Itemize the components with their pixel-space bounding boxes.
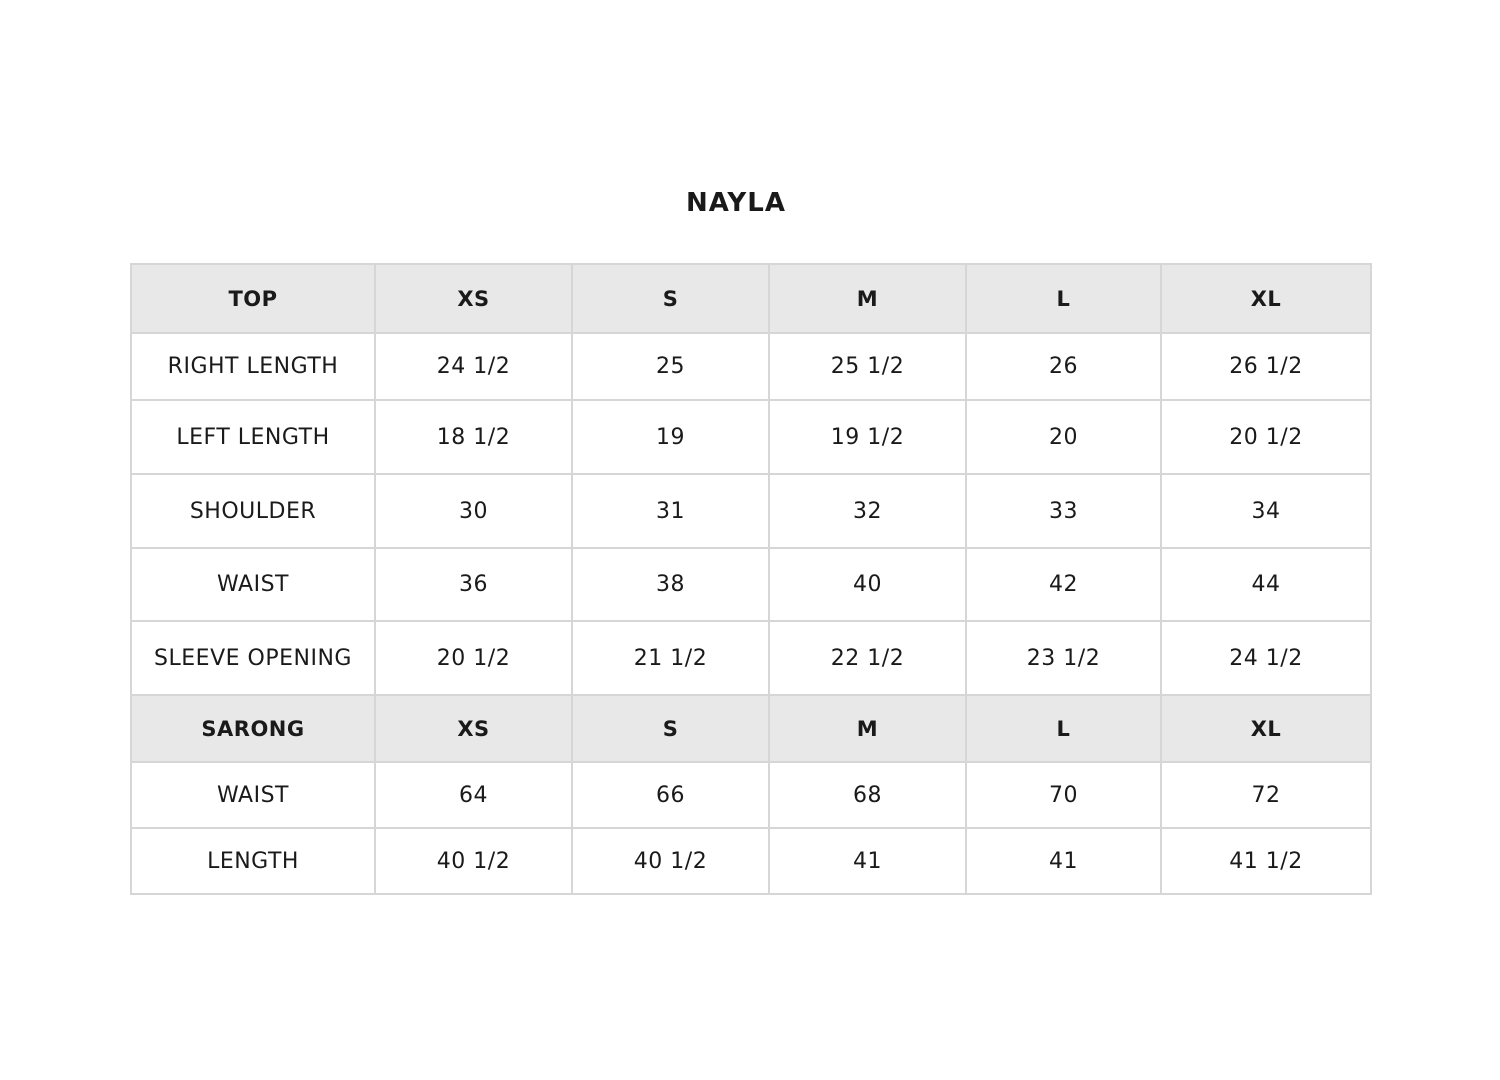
row-label: SLEEVE OPENING bbox=[131, 621, 375, 695]
table-cell: 38 bbox=[572, 548, 769, 621]
header-cell-section: SARONG bbox=[131, 695, 375, 762]
table-cell: 25 1/2 bbox=[769, 333, 966, 400]
table-cell: 25 bbox=[572, 333, 769, 400]
table-cell: 31 bbox=[572, 474, 769, 548]
header-cell-section: TOP bbox=[131, 264, 375, 333]
table-cell: 42 bbox=[966, 548, 1161, 621]
size-chart-table bbox=[130, 263, 1372, 895]
table-cell: 66 bbox=[572, 762, 769, 828]
table-cell: 20 1/2 bbox=[375, 621, 572, 695]
row-label: RIGHT LENGTH bbox=[131, 333, 375, 400]
header-cell-size: S bbox=[572, 264, 769, 333]
row-label: WAIST bbox=[131, 762, 375, 828]
table-cell: 36 bbox=[375, 548, 572, 621]
table-cell: 26 1/2 bbox=[1161, 333, 1371, 400]
table-cell: 32 bbox=[769, 474, 966, 548]
row-label: SHOULDER bbox=[131, 474, 375, 548]
header-cell-size: M bbox=[769, 264, 966, 333]
table-cell: 26 bbox=[966, 333, 1161, 400]
header-cell-size: XL bbox=[1161, 695, 1371, 762]
table-row bbox=[131, 621, 1371, 695]
table-cell: 19 bbox=[572, 400, 769, 474]
table-cell: 30 bbox=[375, 474, 572, 548]
table-cell: 44 bbox=[1161, 548, 1371, 621]
table-cell: 72 bbox=[1161, 762, 1371, 828]
table-cell: 64 bbox=[375, 762, 572, 828]
header-cell-size: M bbox=[769, 695, 966, 762]
table-cell: 34 bbox=[1161, 474, 1371, 548]
table-cell: 40 1/2 bbox=[572, 828, 769, 894]
table-header-row-sarong bbox=[131, 695, 1371, 762]
header-cell-size: L bbox=[966, 264, 1161, 333]
table-cell: 23 1/2 bbox=[966, 621, 1161, 695]
row-label: LENGTH bbox=[131, 828, 375, 894]
table-cell: 22 1/2 bbox=[769, 621, 966, 695]
table-cell: 19 1/2 bbox=[769, 400, 966, 474]
table-row bbox=[131, 762, 1371, 828]
header-cell-size: XL bbox=[1161, 264, 1371, 333]
table-cell: 24 1/2 bbox=[375, 333, 572, 400]
table-row bbox=[131, 400, 1371, 474]
table-cell: 20 bbox=[966, 400, 1161, 474]
table-cell: 33 bbox=[966, 474, 1161, 548]
table-cell: 41 1/2 bbox=[1161, 828, 1371, 894]
table-cell: 41 bbox=[966, 828, 1161, 894]
table-cell: 20 1/2 bbox=[1161, 400, 1371, 474]
table-row bbox=[131, 548, 1371, 621]
table-cell: 41 bbox=[769, 828, 966, 894]
table-row bbox=[131, 828, 1371, 894]
table-cell: 70 bbox=[966, 762, 1161, 828]
table-cell: 18 1/2 bbox=[375, 400, 572, 474]
page-title: NAYLA bbox=[686, 188, 786, 218]
header-cell-size: L bbox=[966, 695, 1161, 762]
row-label: LEFT LENGTH bbox=[131, 400, 375, 474]
table-cell: 68 bbox=[769, 762, 966, 828]
table-header-row-top bbox=[131, 264, 1371, 333]
header-cell-size: S bbox=[572, 695, 769, 762]
header-cell-size: XS bbox=[375, 695, 572, 762]
row-label: WAIST bbox=[131, 548, 375, 621]
table-row bbox=[131, 333, 1371, 400]
table-row bbox=[131, 474, 1371, 548]
table-cell: 24 1/2 bbox=[1161, 621, 1371, 695]
table-cell: 40 1/2 bbox=[375, 828, 572, 894]
header-cell-size: XS bbox=[375, 264, 572, 333]
table-cell: 40 bbox=[769, 548, 966, 621]
table-cell: 21 1/2 bbox=[572, 621, 769, 695]
